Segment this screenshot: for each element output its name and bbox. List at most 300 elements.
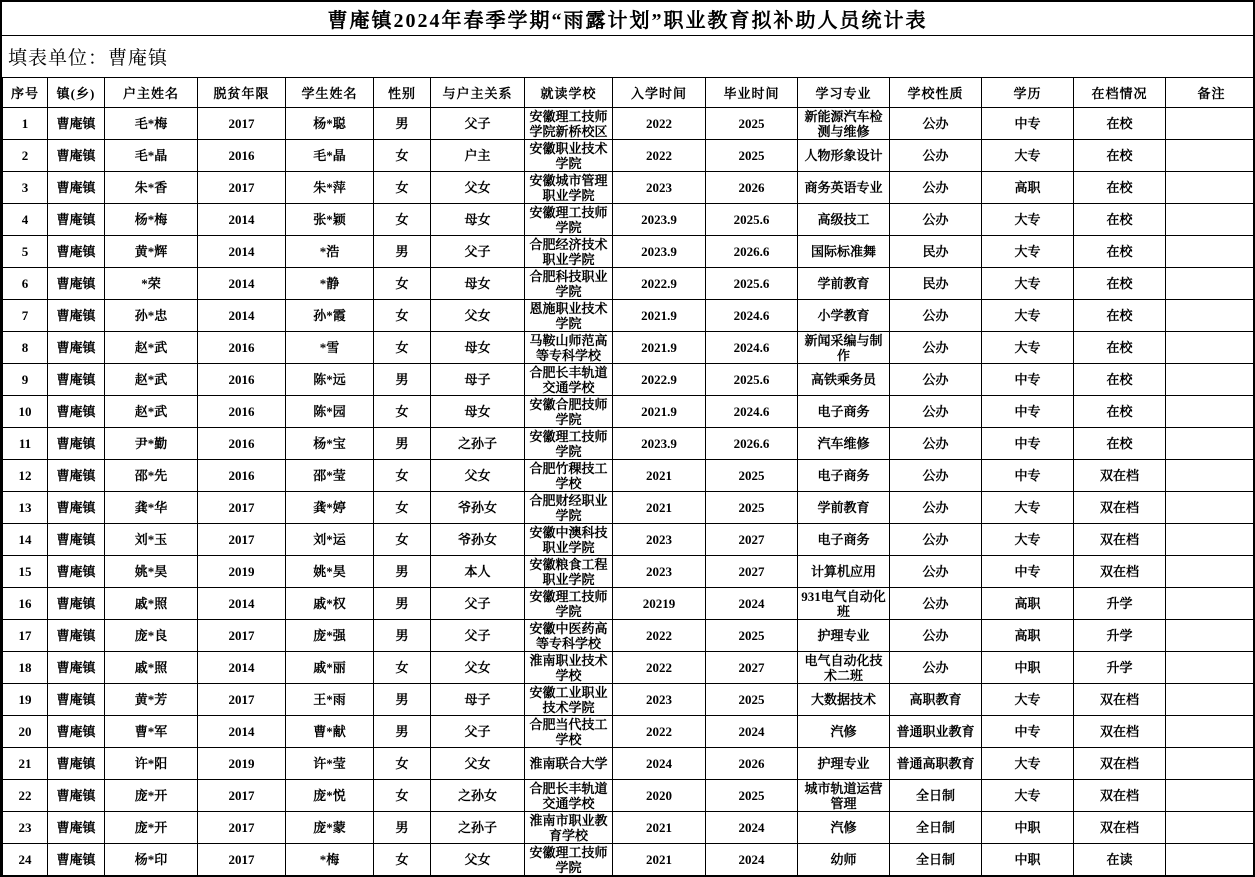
- cell-graduate-time: 2026: [706, 748, 798, 780]
- cell-serial: 5: [3, 236, 48, 268]
- cell-archive-status: 在校: [1074, 332, 1166, 364]
- cell-education-level: 大专: [982, 492, 1074, 524]
- cell-student-name: 庞*蒙: [286, 812, 374, 844]
- cell-town: 曹庵镇: [48, 556, 105, 588]
- cell-household-head: 赵*武: [105, 364, 198, 396]
- cell-major: 新能源汽车检测与维修: [798, 108, 890, 140]
- cell-school: 合肥长丰轨道交通学校: [525, 364, 613, 396]
- cell-major: 商务英语专业: [798, 172, 890, 204]
- cell-graduate-time: 2026: [706, 172, 798, 204]
- cell-education-level: 大专: [982, 268, 1074, 300]
- table-row: [3, 556, 1255, 588]
- cell-relation-to-head: 父女: [431, 748, 525, 780]
- cell-remarks: [1166, 844, 1255, 876]
- cell-poverty-exit-year: 2014: [198, 268, 286, 300]
- column-header-poverty-exit-year: 脱贫年限: [198, 78, 286, 108]
- cell-poverty-exit-year: 2019: [198, 748, 286, 780]
- cell-major: 新闻采编与制作: [798, 332, 890, 364]
- cell-school-type: 公办: [890, 620, 982, 652]
- cell-remarks: [1166, 332, 1255, 364]
- cell-archive-status: 双在档: [1074, 812, 1166, 844]
- cell-education-level: 中专: [982, 716, 1074, 748]
- column-header-school-type: 学校性质: [890, 78, 982, 108]
- table-row: [3, 524, 1255, 556]
- cell-major: 大数据技术: [798, 684, 890, 716]
- cell-school: 安徽中医药高等专科学校: [525, 620, 613, 652]
- cell-relation-to-head: 父子: [431, 716, 525, 748]
- cell-town: 曹庵镇: [48, 748, 105, 780]
- cell-education-level: 高职: [982, 172, 1074, 204]
- column-header-student-name: 学生姓名: [286, 78, 374, 108]
- cell-graduate-time: 2025.6: [706, 364, 798, 396]
- cell-graduate-time: 2024: [706, 812, 798, 844]
- cell-major: 汽修: [798, 812, 890, 844]
- form-unit-label: 填表单位：曹庵镇: [8, 48, 169, 69]
- cell-education-level: 大专: [982, 748, 1074, 780]
- table-row: [3, 396, 1255, 428]
- cell-serial: 16: [3, 588, 48, 620]
- cell-relation-to-head: 母子: [431, 684, 525, 716]
- cell-remarks: [1166, 396, 1255, 428]
- cell-school: 合肥经济技术职业学院: [525, 236, 613, 268]
- cell-town: 曹庵镇: [48, 172, 105, 204]
- table-row: [3, 844, 1255, 876]
- cell-school: 恩施职业技术学院: [525, 300, 613, 332]
- cell-relation-to-head: 之孙女: [431, 780, 525, 812]
- cell-gender: 男: [374, 364, 431, 396]
- cell-serial: 8: [3, 332, 48, 364]
- cell-graduate-time: 2027: [706, 652, 798, 684]
- cell-student-name: 曹*献: [286, 716, 374, 748]
- subsidy-table: [2, 77, 1255, 876]
- cell-graduate-time: 2024.6: [706, 300, 798, 332]
- cell-relation-to-head: 母女: [431, 332, 525, 364]
- cell-poverty-exit-year: 2016: [198, 364, 286, 396]
- cell-graduate-time: 2027: [706, 524, 798, 556]
- cell-gender: 女: [374, 492, 431, 524]
- cell-school: 合肥竹稞技工学校: [525, 460, 613, 492]
- cell-household-head: 刘*玉: [105, 524, 198, 556]
- cell-education-level: 高职: [982, 620, 1074, 652]
- cell-graduate-time: 2025: [706, 620, 798, 652]
- cell-gender: 男: [374, 108, 431, 140]
- cell-town: 曹庵镇: [48, 140, 105, 172]
- cell-major: 电子商务: [798, 460, 890, 492]
- cell-school-type: 民办: [890, 236, 982, 268]
- cell-poverty-exit-year: 2017: [198, 812, 286, 844]
- cell-relation-to-head: 母子: [431, 364, 525, 396]
- cell-relation-to-head: 父子: [431, 588, 525, 620]
- cell-serial: 10: [3, 396, 48, 428]
- cell-school: 合肥财经职业学院: [525, 492, 613, 524]
- cell-gender: 女: [374, 524, 431, 556]
- cell-household-head: 黄*辉: [105, 236, 198, 268]
- cell-enroll-time: 2022.9: [613, 268, 706, 300]
- cell-gender: 女: [374, 268, 431, 300]
- cell-remarks: [1166, 364, 1255, 396]
- cell-gender: 女: [374, 204, 431, 236]
- cell-household-head: 赵*武: [105, 396, 198, 428]
- cell-archive-status: 在校: [1074, 140, 1166, 172]
- cell-relation-to-head: 本人: [431, 556, 525, 588]
- cell-student-name: 朱*萍: [286, 172, 374, 204]
- cell-major: 931电气自动化班: [798, 588, 890, 620]
- cell-poverty-exit-year: 2017: [198, 492, 286, 524]
- cell-education-level: 中专: [982, 108, 1074, 140]
- cell-remarks: [1166, 236, 1255, 268]
- cell-graduate-time: 2024: [706, 716, 798, 748]
- cell-serial: 1: [3, 108, 48, 140]
- cell-remarks: [1166, 300, 1255, 332]
- cell-student-name: 许*莹: [286, 748, 374, 780]
- table-row: [3, 428, 1255, 460]
- table-row: [3, 204, 1255, 236]
- cell-serial: 12: [3, 460, 48, 492]
- cell-graduate-time: 2024.6: [706, 332, 798, 364]
- cell-school: 安徽职业技术学院: [525, 140, 613, 172]
- cell-gender: 女: [374, 460, 431, 492]
- cell-school-type: 公办: [890, 460, 982, 492]
- cell-student-name: 龚*婷: [286, 492, 374, 524]
- cell-town: 曹庵镇: [48, 396, 105, 428]
- cell-archive-status: 在校: [1074, 396, 1166, 428]
- cell-gender: 男: [374, 588, 431, 620]
- cell-major: 幼师: [798, 844, 890, 876]
- cell-remarks: [1166, 172, 1255, 204]
- cell-major: 电气自动化技术二班: [798, 652, 890, 684]
- cell-remarks: [1166, 524, 1255, 556]
- cell-archive-status: 在校: [1074, 108, 1166, 140]
- cell-gender: 男: [374, 428, 431, 460]
- cell-enroll-time: 2023: [613, 684, 706, 716]
- cell-graduate-time: 2027: [706, 556, 798, 588]
- cell-household-head: 戚*照: [105, 652, 198, 684]
- cell-school: 安徽理工技师学院: [525, 204, 613, 236]
- table-row: [3, 108, 1255, 140]
- cell-serial: 24: [3, 844, 48, 876]
- cell-poverty-exit-year: 2017: [198, 108, 286, 140]
- cell-relation-to-head: 爷孙女: [431, 492, 525, 524]
- cell-enroll-time: 2020: [613, 780, 706, 812]
- cell-school-type: 公办: [890, 172, 982, 204]
- cell-serial: 7: [3, 300, 48, 332]
- cell-education-level: 大专: [982, 332, 1074, 364]
- cell-archive-status: 双在档: [1074, 780, 1166, 812]
- cell-relation-to-head: 母女: [431, 204, 525, 236]
- cell-school: 安徽合肥技师学院: [525, 396, 613, 428]
- cell-relation-to-head: 之孙子: [431, 428, 525, 460]
- cell-household-head: 赵*武: [105, 332, 198, 364]
- cell-remarks: [1166, 588, 1255, 620]
- cell-gender: 男: [374, 812, 431, 844]
- cell-student-name: 刘*运: [286, 524, 374, 556]
- cell-gender: 男: [374, 236, 431, 268]
- cell-archive-status: 双在档: [1074, 524, 1166, 556]
- cell-enroll-time: 2022: [613, 620, 706, 652]
- cell-school: 合肥科技职业学院: [525, 268, 613, 300]
- cell-town: 曹庵镇: [48, 684, 105, 716]
- cell-poverty-exit-year: 2016: [198, 396, 286, 428]
- cell-serial: 6: [3, 268, 48, 300]
- cell-household-head: 孙*忠: [105, 300, 198, 332]
- cell-graduate-time: 2025: [706, 140, 798, 172]
- column-header-remarks: 备注: [1166, 78, 1255, 108]
- cell-poverty-exit-year: 2016: [198, 140, 286, 172]
- table-row: [3, 716, 1255, 748]
- cell-poverty-exit-year: 2017: [198, 524, 286, 556]
- cell-archive-status: 在校: [1074, 428, 1166, 460]
- cell-household-head: 尹*勤: [105, 428, 198, 460]
- table-row: [3, 492, 1255, 524]
- cell-serial: 21: [3, 748, 48, 780]
- cell-graduate-time: 2024: [706, 588, 798, 620]
- cell-town: 曹庵镇: [48, 364, 105, 396]
- table-row: [3, 268, 1255, 300]
- cell-major: 电子商务: [798, 524, 890, 556]
- cell-poverty-exit-year: 2014: [198, 588, 286, 620]
- cell-relation-to-head: 父女: [431, 460, 525, 492]
- cell-enroll-time: 2021: [613, 844, 706, 876]
- cell-gender: 女: [374, 300, 431, 332]
- cell-student-name: *梅: [286, 844, 374, 876]
- cell-education-level: 大专: [982, 684, 1074, 716]
- cell-town: 曹庵镇: [48, 812, 105, 844]
- cell-household-head: 庞*良: [105, 620, 198, 652]
- cell-school: 安徽中澳科技职业学院: [525, 524, 613, 556]
- cell-school: 安徽理工技师学院: [525, 844, 613, 876]
- cell-remarks: [1166, 268, 1255, 300]
- cell-archive-status: 在校: [1074, 172, 1166, 204]
- cell-household-head: 杨*印: [105, 844, 198, 876]
- table-body: [3, 108, 1255, 876]
- cell-school: 淮南职业技术学校: [525, 652, 613, 684]
- cell-serial: 4: [3, 204, 48, 236]
- cell-relation-to-head: 父女: [431, 844, 525, 876]
- column-header-archive-status: 在档情况: [1074, 78, 1166, 108]
- cell-relation-to-head: 父子: [431, 620, 525, 652]
- cell-school: 安徽工业职业技术学院: [525, 684, 613, 716]
- cell-archive-status: 在校: [1074, 364, 1166, 396]
- cell-student-name: 邵*莹: [286, 460, 374, 492]
- cell-enroll-time: 2023.9: [613, 236, 706, 268]
- cell-graduate-time: 2025: [706, 460, 798, 492]
- cell-enroll-time: 2023: [613, 524, 706, 556]
- cell-graduate-time: 2025: [706, 684, 798, 716]
- cell-household-head: 龚*华: [105, 492, 198, 524]
- cell-graduate-time: 2024.6: [706, 396, 798, 428]
- column-header-relation-to-head: 与户主关系: [431, 78, 525, 108]
- cell-household-head: 杨*梅: [105, 204, 198, 236]
- cell-graduate-time: 2026.6: [706, 236, 798, 268]
- cell-relation-to-head: 父女: [431, 172, 525, 204]
- cell-education-level: 中职: [982, 844, 1074, 876]
- cell-serial: 11: [3, 428, 48, 460]
- cell-enroll-time: 2021: [613, 460, 706, 492]
- cell-major: 高级技工: [798, 204, 890, 236]
- cell-major: 小学教育: [798, 300, 890, 332]
- cell-major: 汽修: [798, 716, 890, 748]
- cell-gender: 女: [374, 396, 431, 428]
- document-title: 曹庵镇2024年春季学期“雨露计划”职业教育拟补助人员统计表: [2, 2, 1253, 36]
- cell-school-type: 公办: [890, 108, 982, 140]
- cell-school-type: 全日制: [890, 812, 982, 844]
- cell-poverty-exit-year: 2014: [198, 236, 286, 268]
- cell-enroll-time: 2022: [613, 716, 706, 748]
- cell-gender: 女: [374, 748, 431, 780]
- cell-remarks: [1166, 140, 1255, 172]
- cell-major: 学前教育: [798, 492, 890, 524]
- cell-town: 曹庵镇: [48, 620, 105, 652]
- cell-relation-to-head: 之孙子: [431, 812, 525, 844]
- cell-household-head: 曹*军: [105, 716, 198, 748]
- cell-serial: 19: [3, 684, 48, 716]
- cell-student-name: 孙*霞: [286, 300, 374, 332]
- cell-major: 国际标准舞: [798, 236, 890, 268]
- cell-school-type: 公办: [890, 204, 982, 236]
- cell-school: 安徽城市管理职业学院: [525, 172, 613, 204]
- cell-archive-status: 在校: [1074, 268, 1166, 300]
- cell-student-name: 杨*聪: [286, 108, 374, 140]
- cell-school-type: 公办: [890, 300, 982, 332]
- cell-household-head: 戚*照: [105, 588, 198, 620]
- cell-serial: 20: [3, 716, 48, 748]
- cell-enroll-time: 2022: [613, 652, 706, 684]
- cell-household-head: 庞*开: [105, 812, 198, 844]
- cell-student-name: *雪: [286, 332, 374, 364]
- table-row: [3, 300, 1255, 332]
- cell-remarks: [1166, 780, 1255, 812]
- cell-archive-status: 双在档: [1074, 556, 1166, 588]
- cell-gender: 女: [374, 652, 431, 684]
- table-row: [3, 588, 1255, 620]
- table-row: [3, 332, 1255, 364]
- cell-relation-to-head: 爷孙女: [431, 524, 525, 556]
- cell-town: 曹庵镇: [48, 652, 105, 684]
- cell-relation-to-head: 父子: [431, 236, 525, 268]
- cell-school-type: 民办: [890, 268, 982, 300]
- table-row: [3, 620, 1255, 652]
- cell-enroll-time: 2021.9: [613, 332, 706, 364]
- cell-remarks: [1166, 428, 1255, 460]
- cell-student-name: 姚*昊: [286, 556, 374, 588]
- cell-archive-status: 在校: [1074, 204, 1166, 236]
- cell-town: 曹庵镇: [48, 236, 105, 268]
- cell-archive-status: 双在档: [1074, 716, 1166, 748]
- cell-major: 计算机应用: [798, 556, 890, 588]
- cell-archive-status: 升学: [1074, 620, 1166, 652]
- cell-town: 曹庵镇: [48, 716, 105, 748]
- cell-enroll-time: 2021.9: [613, 396, 706, 428]
- cell-remarks: [1166, 556, 1255, 588]
- cell-school-type: 公办: [890, 428, 982, 460]
- cell-major: 汽车维修: [798, 428, 890, 460]
- cell-serial: 17: [3, 620, 48, 652]
- cell-graduate-time: 2025.6: [706, 268, 798, 300]
- cell-school-type: 全日制: [890, 780, 982, 812]
- cell-student-name: *浩: [286, 236, 374, 268]
- cell-town: 曹庵镇: [48, 108, 105, 140]
- cell-gender: 男: [374, 716, 431, 748]
- cell-town: 曹庵镇: [48, 204, 105, 236]
- cell-serial: 23: [3, 812, 48, 844]
- column-header-gender: 性别: [374, 78, 431, 108]
- table-row: [3, 780, 1255, 812]
- column-header-major: 学习专业: [798, 78, 890, 108]
- cell-archive-status: 升学: [1074, 588, 1166, 620]
- column-header-school: 就读学校: [525, 78, 613, 108]
- table-row: [3, 140, 1255, 172]
- table-row: [3, 748, 1255, 780]
- cell-enroll-time: 2022: [613, 140, 706, 172]
- cell-student-name: 杨*宝: [286, 428, 374, 460]
- cell-school-type: 公办: [890, 652, 982, 684]
- cell-relation-to-head: 户主: [431, 140, 525, 172]
- cell-school: 淮南联合大学: [525, 748, 613, 780]
- cell-poverty-exit-year: 2014: [198, 204, 286, 236]
- cell-school: 合肥当代技工学校: [525, 716, 613, 748]
- cell-education-level: 大专: [982, 300, 1074, 332]
- cell-household-head: 朱*香: [105, 172, 198, 204]
- cell-serial: 22: [3, 780, 48, 812]
- cell-education-level: 大专: [982, 780, 1074, 812]
- cell-student-name: 陈*园: [286, 396, 374, 428]
- cell-town: 曹庵镇: [48, 268, 105, 300]
- cell-graduate-time: 2024: [706, 844, 798, 876]
- cell-remarks: [1166, 748, 1255, 780]
- cell-remarks: [1166, 108, 1255, 140]
- header-row: [3, 78, 1255, 108]
- cell-education-level: 中职: [982, 812, 1074, 844]
- cell-gender: 女: [374, 172, 431, 204]
- cell-school: 安徽粮食工程职业学院: [525, 556, 613, 588]
- cell-archive-status: 双在档: [1074, 460, 1166, 492]
- cell-school-type: 公办: [890, 364, 982, 396]
- cell-serial: 13: [3, 492, 48, 524]
- cell-poverty-exit-year: 2019: [198, 556, 286, 588]
- cell-serial: 3: [3, 172, 48, 204]
- cell-enroll-time: 2023.9: [613, 428, 706, 460]
- cell-serial: 9: [3, 364, 48, 396]
- cell-archive-status: 在读: [1074, 844, 1166, 876]
- cell-serial: 15: [3, 556, 48, 588]
- cell-school-type: 公办: [890, 556, 982, 588]
- cell-town: 曹庵镇: [48, 460, 105, 492]
- cell-household-head: *荣: [105, 268, 198, 300]
- cell-serial: 14: [3, 524, 48, 556]
- cell-school-type: 普通高职教育: [890, 748, 982, 780]
- cell-major: 人物形象设计: [798, 140, 890, 172]
- cell-student-name: 王*雨: [286, 684, 374, 716]
- cell-enroll-time: 2021: [613, 492, 706, 524]
- cell-school: 安徽理工技师学院新桥校区: [525, 108, 613, 140]
- cell-enroll-time: 2023: [613, 556, 706, 588]
- cell-student-name: 戚*权: [286, 588, 374, 620]
- cell-school: 安徽理工技师学院: [525, 588, 613, 620]
- cell-town: 曹庵镇: [48, 588, 105, 620]
- cell-education-level: 中专: [982, 460, 1074, 492]
- cell-gender: 女: [374, 844, 431, 876]
- cell-serial: 18: [3, 652, 48, 684]
- cell-school-type: 公办: [890, 396, 982, 428]
- cell-enroll-time: 2021: [613, 812, 706, 844]
- cell-poverty-exit-year: 2017: [198, 172, 286, 204]
- cell-school-type: 普通职业教育: [890, 716, 982, 748]
- cell-household-head: 毛*梅: [105, 108, 198, 140]
- cell-school: 马鞍山师范高等专科学校: [525, 332, 613, 364]
- cell-poverty-exit-year: 2016: [198, 460, 286, 492]
- cell-poverty-exit-year: 2016: [198, 428, 286, 460]
- cell-town: 曹庵镇: [48, 844, 105, 876]
